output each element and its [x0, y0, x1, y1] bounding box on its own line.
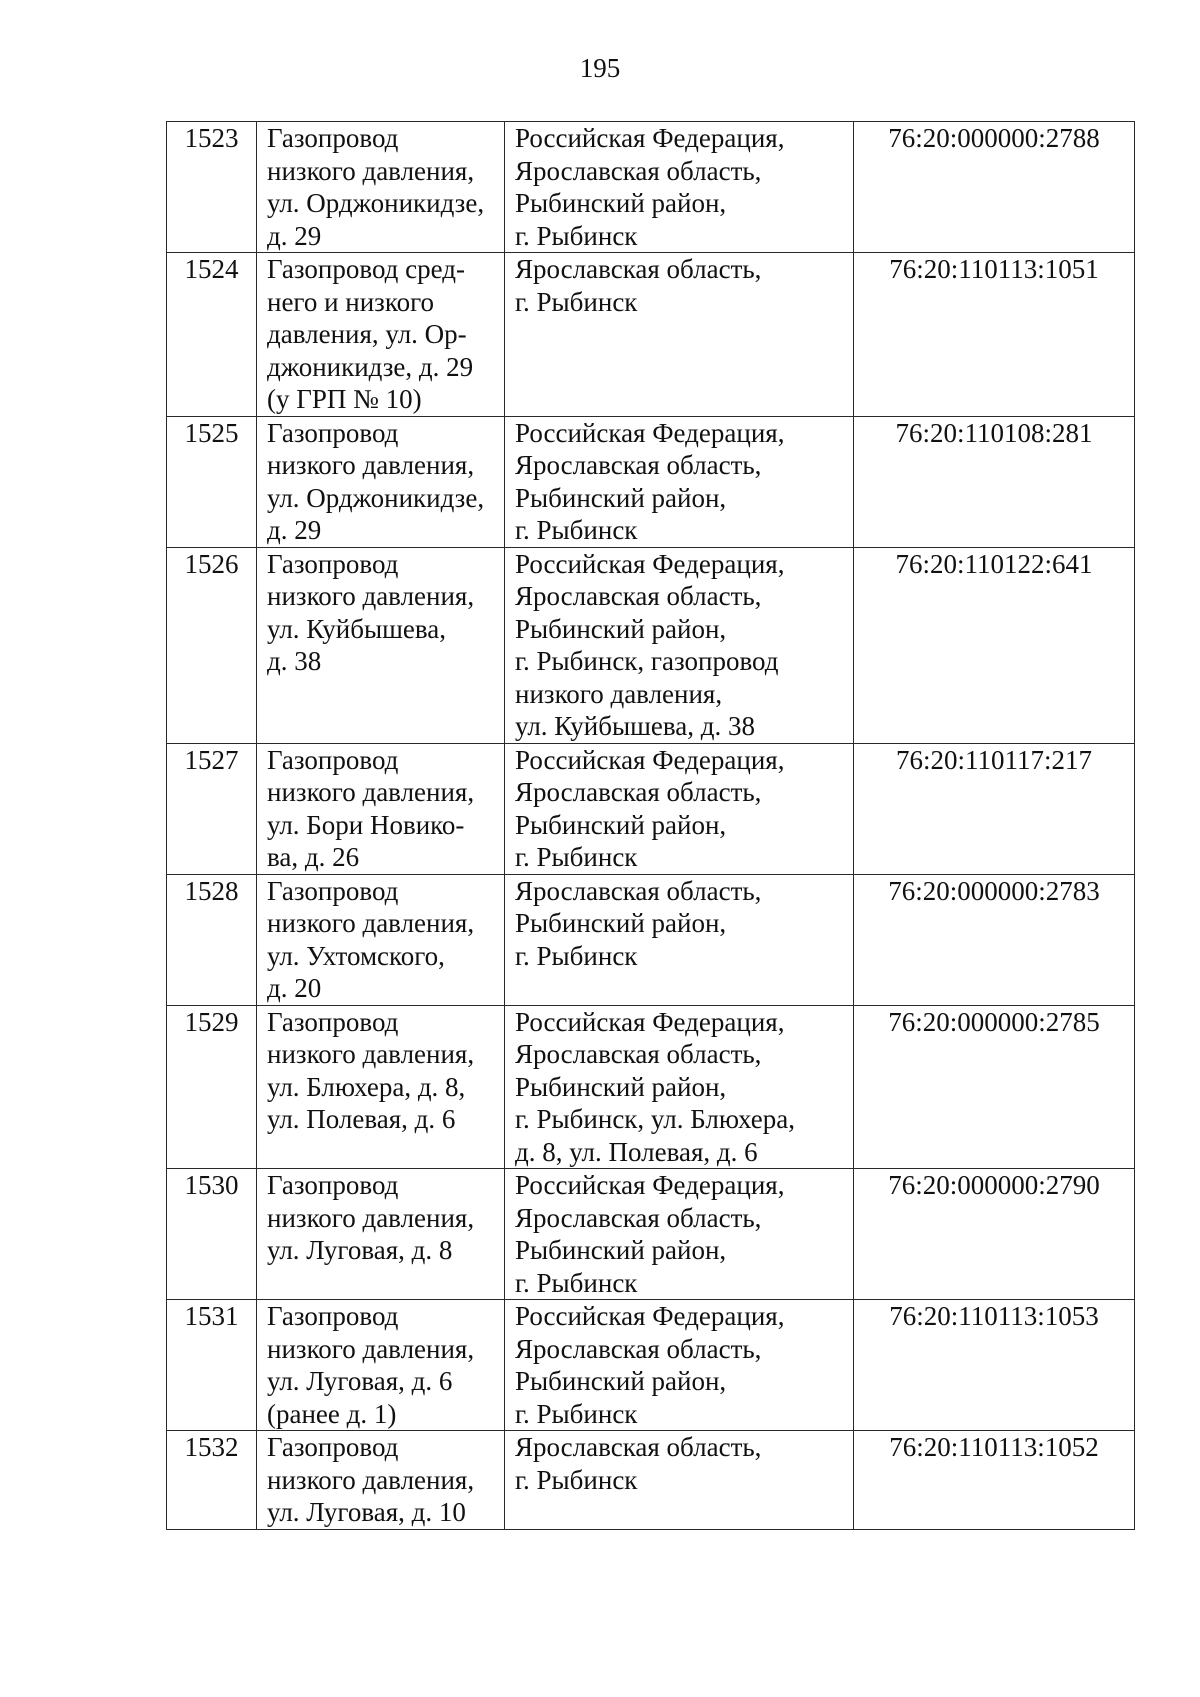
object-name-line: ул. Ухтомского,: [267, 940, 445, 971]
object-name-line: низкого давления,: [267, 777, 475, 807]
row-number-cell: 1526: [167, 547, 257, 743]
address-line: Ярославская область,: [515, 581, 762, 611]
cadastral-number-cell: 76:20:110113:1051: [854, 253, 1135, 417]
address-line: Рыбинский район,: [515, 188, 727, 218]
address-line: ул. Куйбышева, д. 38: [515, 711, 755, 741]
address-cell: [505, 743, 854, 874]
table-row: [167, 1169, 1135, 1300]
address-line: Ярославская область,: [515, 1202, 762, 1233]
object-name-cell: [257, 1300, 505, 1431]
cadastral-number-cell: 76:20:110122:641: [854, 547, 1135, 743]
address-line: Российская Федерация,: [515, 123, 785, 153]
row-number-cell: 1532: [167, 1431, 257, 1530]
address-cell: [505, 1300, 854, 1431]
registry-table: [166, 121, 1135, 1530]
address-line: г. Рыбинск: [515, 220, 638, 251]
address-line: Российская Федерация,: [515, 1170, 785, 1200]
object-name-line: низкого давления,: [267, 1039, 475, 1069]
table-row: [167, 874, 1135, 1005]
address-line: г. Рыбинск: [515, 286, 638, 317]
table-row: [167, 416, 1135, 547]
object-name-line: джоникидзе, д. 29: [267, 351, 474, 382]
object-name-line: низкого давления,: [267, 581, 475, 611]
object-name-line: него и низкого: [267, 286, 434, 317]
object-name-line: (у ГРП № 10): [267, 384, 422, 414]
table-row: [167, 547, 1135, 743]
address-line: Ярославская область,: [515, 875, 762, 906]
row-number-cell: 1528: [167, 874, 257, 1005]
object-name-line: ул. Орджоникидзе,: [267, 188, 485, 218]
address-line: Ярославская область,: [515, 777, 762, 807]
address-line: Рыбинский район,: [515, 809, 727, 840]
cadastral-number-cell: 76:20:000000:2790: [854, 1169, 1135, 1300]
address-line: г. Рыбинск, газопровод: [515, 646, 779, 676]
object-name-cell: [257, 743, 505, 874]
object-name-line: низкого давления,: [267, 450, 475, 480]
address-line: Ярославская область,: [515, 1432, 762, 1462]
table-row: [167, 1300, 1135, 1431]
object-name-line: Газопровод: [267, 123, 399, 153]
address-line: Российская Федерация,: [515, 417, 785, 448]
object-name-line: ул. Куйбышева,: [267, 613, 446, 644]
address-line: Ярославская область,: [515, 1039, 762, 1069]
address-line: Рыбинский район,: [515, 1235, 727, 1265]
object-name-line: Газопровод: [267, 417, 399, 448]
object-name-line: (ранее д. 1): [267, 1398, 397, 1429]
object-name-line: ул. Луговая, д. 8: [267, 1235, 453, 1265]
address-cell: [505, 416, 854, 547]
table-row: [167, 122, 1135, 253]
row-number-cell: 1529: [167, 1005, 257, 1169]
address-line: г. Рыбинск: [515, 842, 638, 872]
address-line: Рыбинский район,: [515, 613, 727, 644]
registry-table-body: [167, 122, 1135, 1530]
object-name-line: низкого давления,: [267, 1333, 475, 1364]
object-name-cell: [257, 416, 505, 547]
address-line: Рыбинский район,: [515, 482, 727, 513]
table-row: [167, 253, 1135, 417]
object-name-cell: [257, 1431, 505, 1530]
address-line: Рыбинский район,: [515, 1366, 727, 1396]
object-name-line: ул. Полевая, д. 6: [267, 1104, 456, 1134]
cadastral-number-cell: 76:20:110117:217: [854, 743, 1135, 874]
cadastral-number-cell: 76:20:110113:1053: [854, 1300, 1135, 1431]
object-name-line: Газопровод: [267, 1006, 399, 1037]
object-name-line: Газопровод: [267, 1301, 399, 1331]
address-line: Российская Федерация,: [515, 1301, 785, 1331]
address-cell: [505, 547, 854, 743]
object-name-line: низкого давления,: [267, 155, 475, 186]
table-row: [167, 1005, 1135, 1169]
address-cell: [505, 253, 854, 417]
address-line: г. Рыбинск: [515, 1398, 638, 1429]
object-name-cell: [257, 122, 505, 253]
object-name-line: Газопровод: [267, 1432, 399, 1462]
address-line: г. Рыбинск: [515, 1267, 638, 1298]
address-cell: [505, 1169, 854, 1300]
object-name-line: Газопровод: [267, 1170, 399, 1200]
object-name-line: давления, ул. Ор-: [267, 319, 467, 349]
address-line: г. Рыбинск: [515, 940, 638, 971]
object-name-line: ул. Луговая, д. 6: [267, 1366, 453, 1396]
address-line: Ярославская область,: [515, 1333, 762, 1364]
object-name-cell: [257, 874, 505, 1005]
address-line: Рыбинский район,: [515, 1071, 727, 1102]
row-number-cell: 1527: [167, 743, 257, 874]
address-line: Ярославская область,: [515, 450, 762, 480]
cadastral-number-cell: 76:20:000000:2783: [854, 874, 1135, 1005]
object-name-line: низкого давления,: [267, 1202, 475, 1233]
object-name-cell: [257, 1169, 505, 1300]
address-line: г. Рыбинск: [515, 515, 638, 545]
address-line: г. Рыбинск, ул. Блюхера,: [515, 1104, 795, 1134]
address-line: Ярославская область,: [515, 155, 762, 186]
cadastral-number-cell: 76:20:000000:2785: [854, 1005, 1135, 1169]
address-line: Российская Федерация,: [515, 1006, 785, 1037]
object-name-line: ул. Орджоникидзе,: [267, 482, 485, 513]
object-name-line: Газопровод: [267, 875, 399, 906]
object-name-line: низкого давления,: [267, 1464, 475, 1495]
object-name-line: ва, д. 26: [267, 842, 360, 872]
object-name-line: д. 20: [267, 973, 322, 1003]
object-name-cell: [257, 253, 505, 417]
table-row: [167, 743, 1135, 874]
table-row: [167, 1431, 1135, 1530]
object-name-cell: [257, 547, 505, 743]
address-line: д. 8, ул. Полевая, д. 6: [515, 1136, 758, 1167]
address-line: Российская Федерация,: [515, 548, 785, 579]
object-name-line: д. 38: [267, 646, 322, 676]
object-name-line: д. 29: [267, 515, 322, 545]
address-cell: [505, 874, 854, 1005]
object-name-line: Газопровод: [267, 744, 399, 775]
object-name-line: низкого давления,: [267, 908, 475, 938]
address-line: Рыбинский район,: [515, 908, 727, 938]
row-number-cell: 1523: [167, 122, 257, 253]
address-cell: [505, 1431, 854, 1530]
address-line: Российская Федерация,: [515, 744, 785, 775]
page-number: 195: [579, 53, 621, 83]
cadastral-number-cell: 76:20:000000:2788: [854, 122, 1135, 253]
object-name-line: ул. Блюхера, д. 8,: [267, 1071, 466, 1102]
object-name-cell: [257, 1005, 505, 1169]
object-name-line: Газопровод сред-: [267, 254, 465, 284]
address-line: низкого давления,: [515, 678, 723, 709]
address-cell: [505, 122, 854, 253]
row-number-cell: 1531: [167, 1300, 257, 1431]
address-cell: [505, 1005, 854, 1169]
address-line: г. Рыбинск: [515, 1464, 638, 1495]
object-name-line: ул. Бори Новико-: [267, 809, 465, 840]
row-number-cell: 1524: [167, 253, 257, 417]
address-line: Ярославская область,: [515, 254, 762, 284]
cadastral-number-cell: 76:20:110108:281: [854, 416, 1135, 547]
row-number-cell: 1525: [167, 416, 257, 547]
object-name-line: Газопровод: [267, 548, 399, 579]
object-name-line: д. 29: [267, 220, 322, 251]
row-number-cell: 1530: [167, 1169, 257, 1300]
cadastral-number-cell: 76:20:110113:1052: [854, 1431, 1135, 1530]
object-name-line: ул. Луговая, д. 10: [267, 1497, 466, 1527]
